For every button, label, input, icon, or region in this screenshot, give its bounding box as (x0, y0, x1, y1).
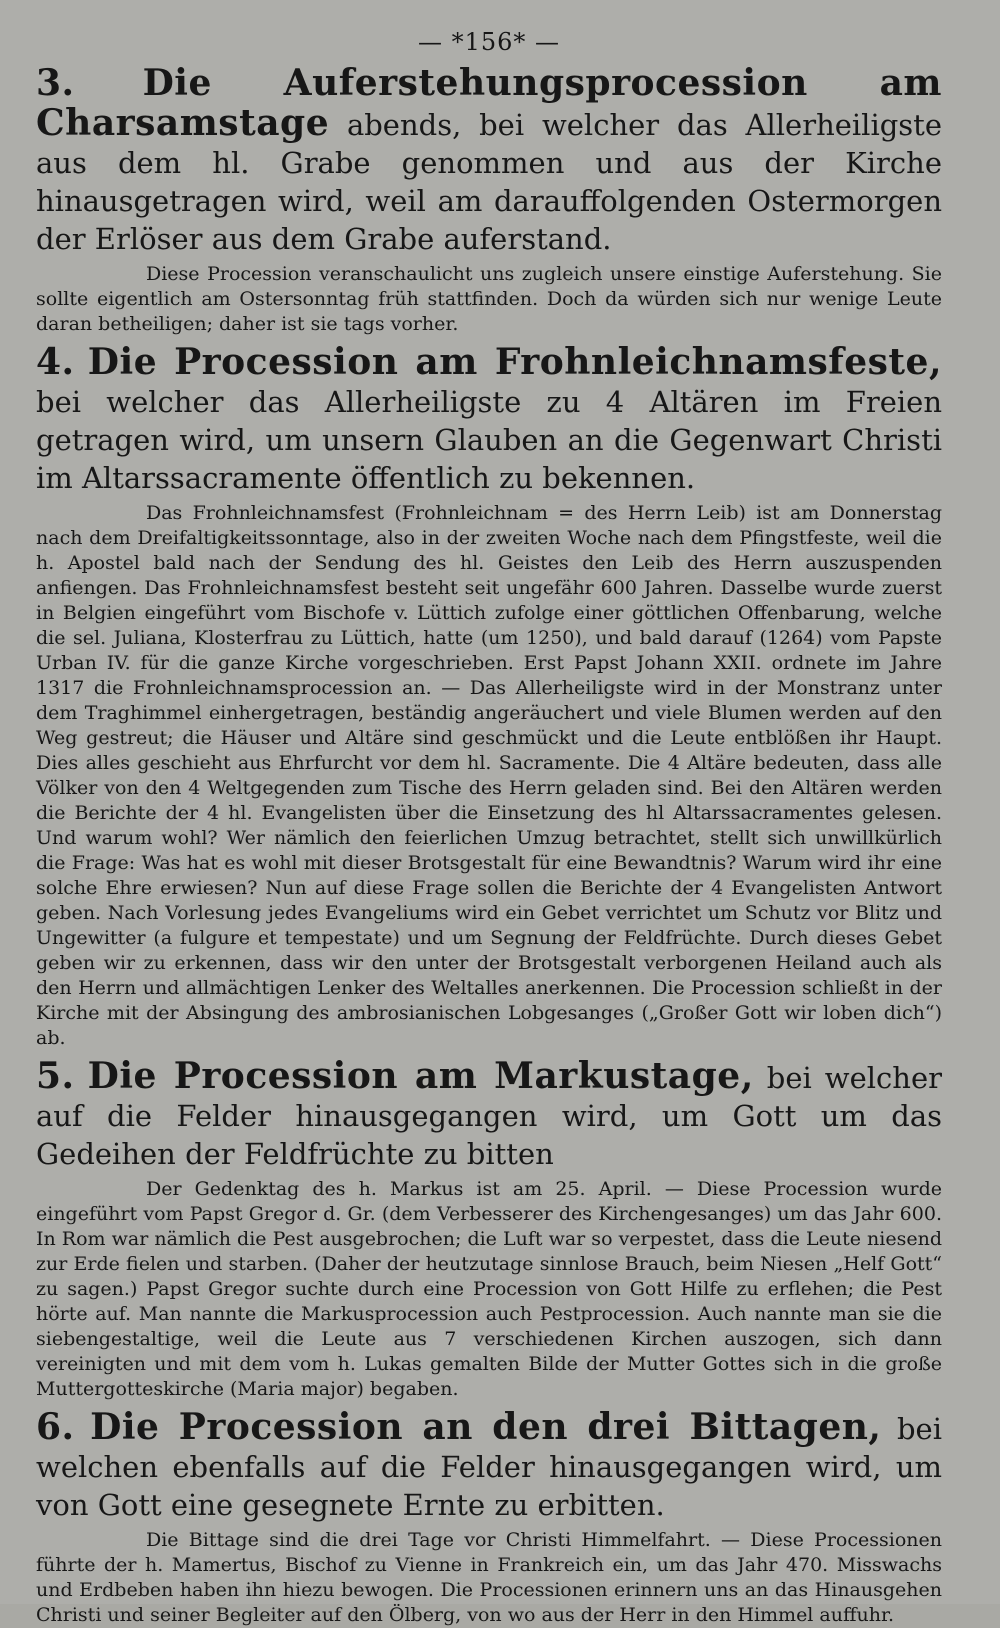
section-title: Die Procession am Markustage, (87, 1055, 754, 1097)
section-4 (36, 343, 942, 1051)
section-number: 4. (36, 341, 75, 383)
section-title: Die Procession an den drei Bittagen, (90, 1406, 882, 1448)
section-heading-line (36, 1057, 942, 1173)
section-heading-line (36, 64, 942, 258)
section-heading (36, 64, 942, 258)
section-number: 6. (36, 1406, 75, 1448)
section-body: Diese Procession veranschaulicht uns zugleich unsere einstige Auferstehung. Sie sollte eigentlich am Ostersonntag früh stattfinden. Doch da würden sich nur wenige Leute daran betheiligen; daher ist sie tags vorher. (36, 263, 942, 335)
section-3 (36, 64, 942, 337)
section-heading (36, 1408, 942, 1524)
section-number: 3. (36, 62, 75, 104)
section-rest: abends, bei welcher das Allerheiligste aus dem hl. Grabe genommen und aus der Kirche hinausgetragen wird, weil am darauffolgenden Ostermorgen der Erlöser aus dem Grabe auferstand. (36, 108, 942, 256)
section-heading (36, 343, 942, 497)
section-rest: bei welcher das Allerheiligste zu 4 Altären im Freien getragen wird, um unsern Glauben an die Gegenwart Christi im Altarssacramente öffentlich zu bekennen. (36, 385, 942, 495)
section-heading-line (36, 1408, 942, 1524)
section-body: Die Bittage sind die drei Tage vor Christi Himmelfahrt. — Diese Processionen führte der h. Mamertus, Bischof zu Vienne in Frankreich ein, um das Jahr 470. Misswachs und Erdbeben haben ihn hiezu bewogen. Die Processionen erinnern uns an das Hinausgehen Christi und seiner Begleiter auf den Ölberg, von wo aus der Herr in den Himmel auffuhr. (36, 1529, 942, 1626)
section-6 (36, 1408, 942, 1628)
section-title: Die Procession am Frohnleichnamsfeste, (87, 341, 942, 383)
section-5 (36, 1057, 942, 1402)
section-heading (36, 1057, 942, 1173)
section-body: Der Gedenktag des h. Markus ist am 25. April. — Diese Procession wurde eingeführt vom Papst Gregor d. Gr. (dem Verbesserer des Kirchengesanges) um das Jahr 600. In Rom war nämlich die Pest ausgebrochen; die Luft war so verpestet, dass die Leute niesend zur Erde fielen und starben. (Daher der heutzutage sinnlose Brauch, beim Niesen „Helf Gott“ zu sagen.) Papst Gregor suchte durch eine Procession von Gott Hilfe zu erflehen; die Pest hörte auf. Man nannte die Markusprocession auch Pestprocession. Auch nannte man sie die siebengestaltige, weil die Leute aus 7 verschiedenen Kirchen auszogen, sich dann vereinigten und mit dem vom h. Lukas gemalten Bilde der Mutter Gottes sich in die große Muttergotteskirche (Maria major) begaben. (36, 1178, 942, 1400)
section-number: 5. (36, 1055, 75, 1097)
section-rest: bei welchen ebenfalls auf die Felder hinausgegangen wird, um von Gott eine gesegnete Ernte zu erbitten. (36, 1412, 942, 1522)
section-heading-line (36, 343, 942, 497)
section-body: Das Frohnleichnamsfest (Frohnleichnam = des Herrn Leib) ist am Donnerstag nach dem Dreifaltigkeitssonntage, also in der zweiten Woche nach dem Pfingstfeste, weil die h. Apostel bald nach der Sendung des hl. Geistes den Leib des Herrn auszuspenden anfiengen. Das Frohnleichnamsfest besteht seit ungefähr 600 Jahren. Dasselbe wurde zuerst in Belgien eingeführt vom Bischofe v. Lüttich zufolge einer göttlichen Offenbarung, welche die sel. Juliana, Klosterfrau zu Lüttich, hatte (um 1250), und bald darauf (1264) vom Papste Urban IV. für die ganze Kirche vorgeschrieben. Erst Papst Johann XXII. ordnete im Jahre 1317 die Frohnleichnamsprocession an. — Das Allerheiligste wird in der Monstranz unter dem Traghimmel einhergetragen, beständig angeräuchert und viele Blumen werden auf den Weg gestreut; die Häuser und Altäre sind geschmückt und die Leute entblößen ihr Haupt. Dies alles geschieht aus Ehrfurcht vor dem hl. Sacramente. Die 4 Altäre bedeuten, dass alle Völker von den 4 Weltgegenden zum Tische des Herrn geladen sind. Bei den Altären werden die Berichte der 4 hl. Evangelisten über die Einsetzung des hl Altarssacramentes gelesen. Und warum wohl? Wer nämlich den feierlichen Umzug betrachtet, stellt sich unwillkürlich die Frage: Was hat es wohl mit dieser Brotsgestalt für eine Bewandtnis? Warum wird ihr eine solche Ehre erwiesen? Nun auf diese Frage sollen die Berichte der 4 Evangelisten Antwort geben. Nach Vorlesung jedes Evangeliums wird ein Gebet verrichtet um Schutz vor Blitz und Ungewitter (a fulgure et tempestate) und um Segnung der Feldfrüchte. Durch dieses Gebet geben wir zu erkennen, dass wir den unter der Brotsgestalt verborgenen Heiland auch als den Herrn und allmächtigen Lenker des Weltalles anerkennen. Die Procession schließt in der Kirche mit der Absingung des ambrosianischen Lobgesanges („Großer Gott wir loben dich“) ab. (36, 502, 942, 1049)
section-title: Die Auferstehungsprocession am Charsamstage (36, 62, 942, 144)
page-number: — *156* — (417, 28, 561, 56)
section-rest: bei welcher auf die Felder hinausgegangen wird, um Gott um das Gedeihen der Feldfrüchte zu bitten (36, 1061, 942, 1171)
